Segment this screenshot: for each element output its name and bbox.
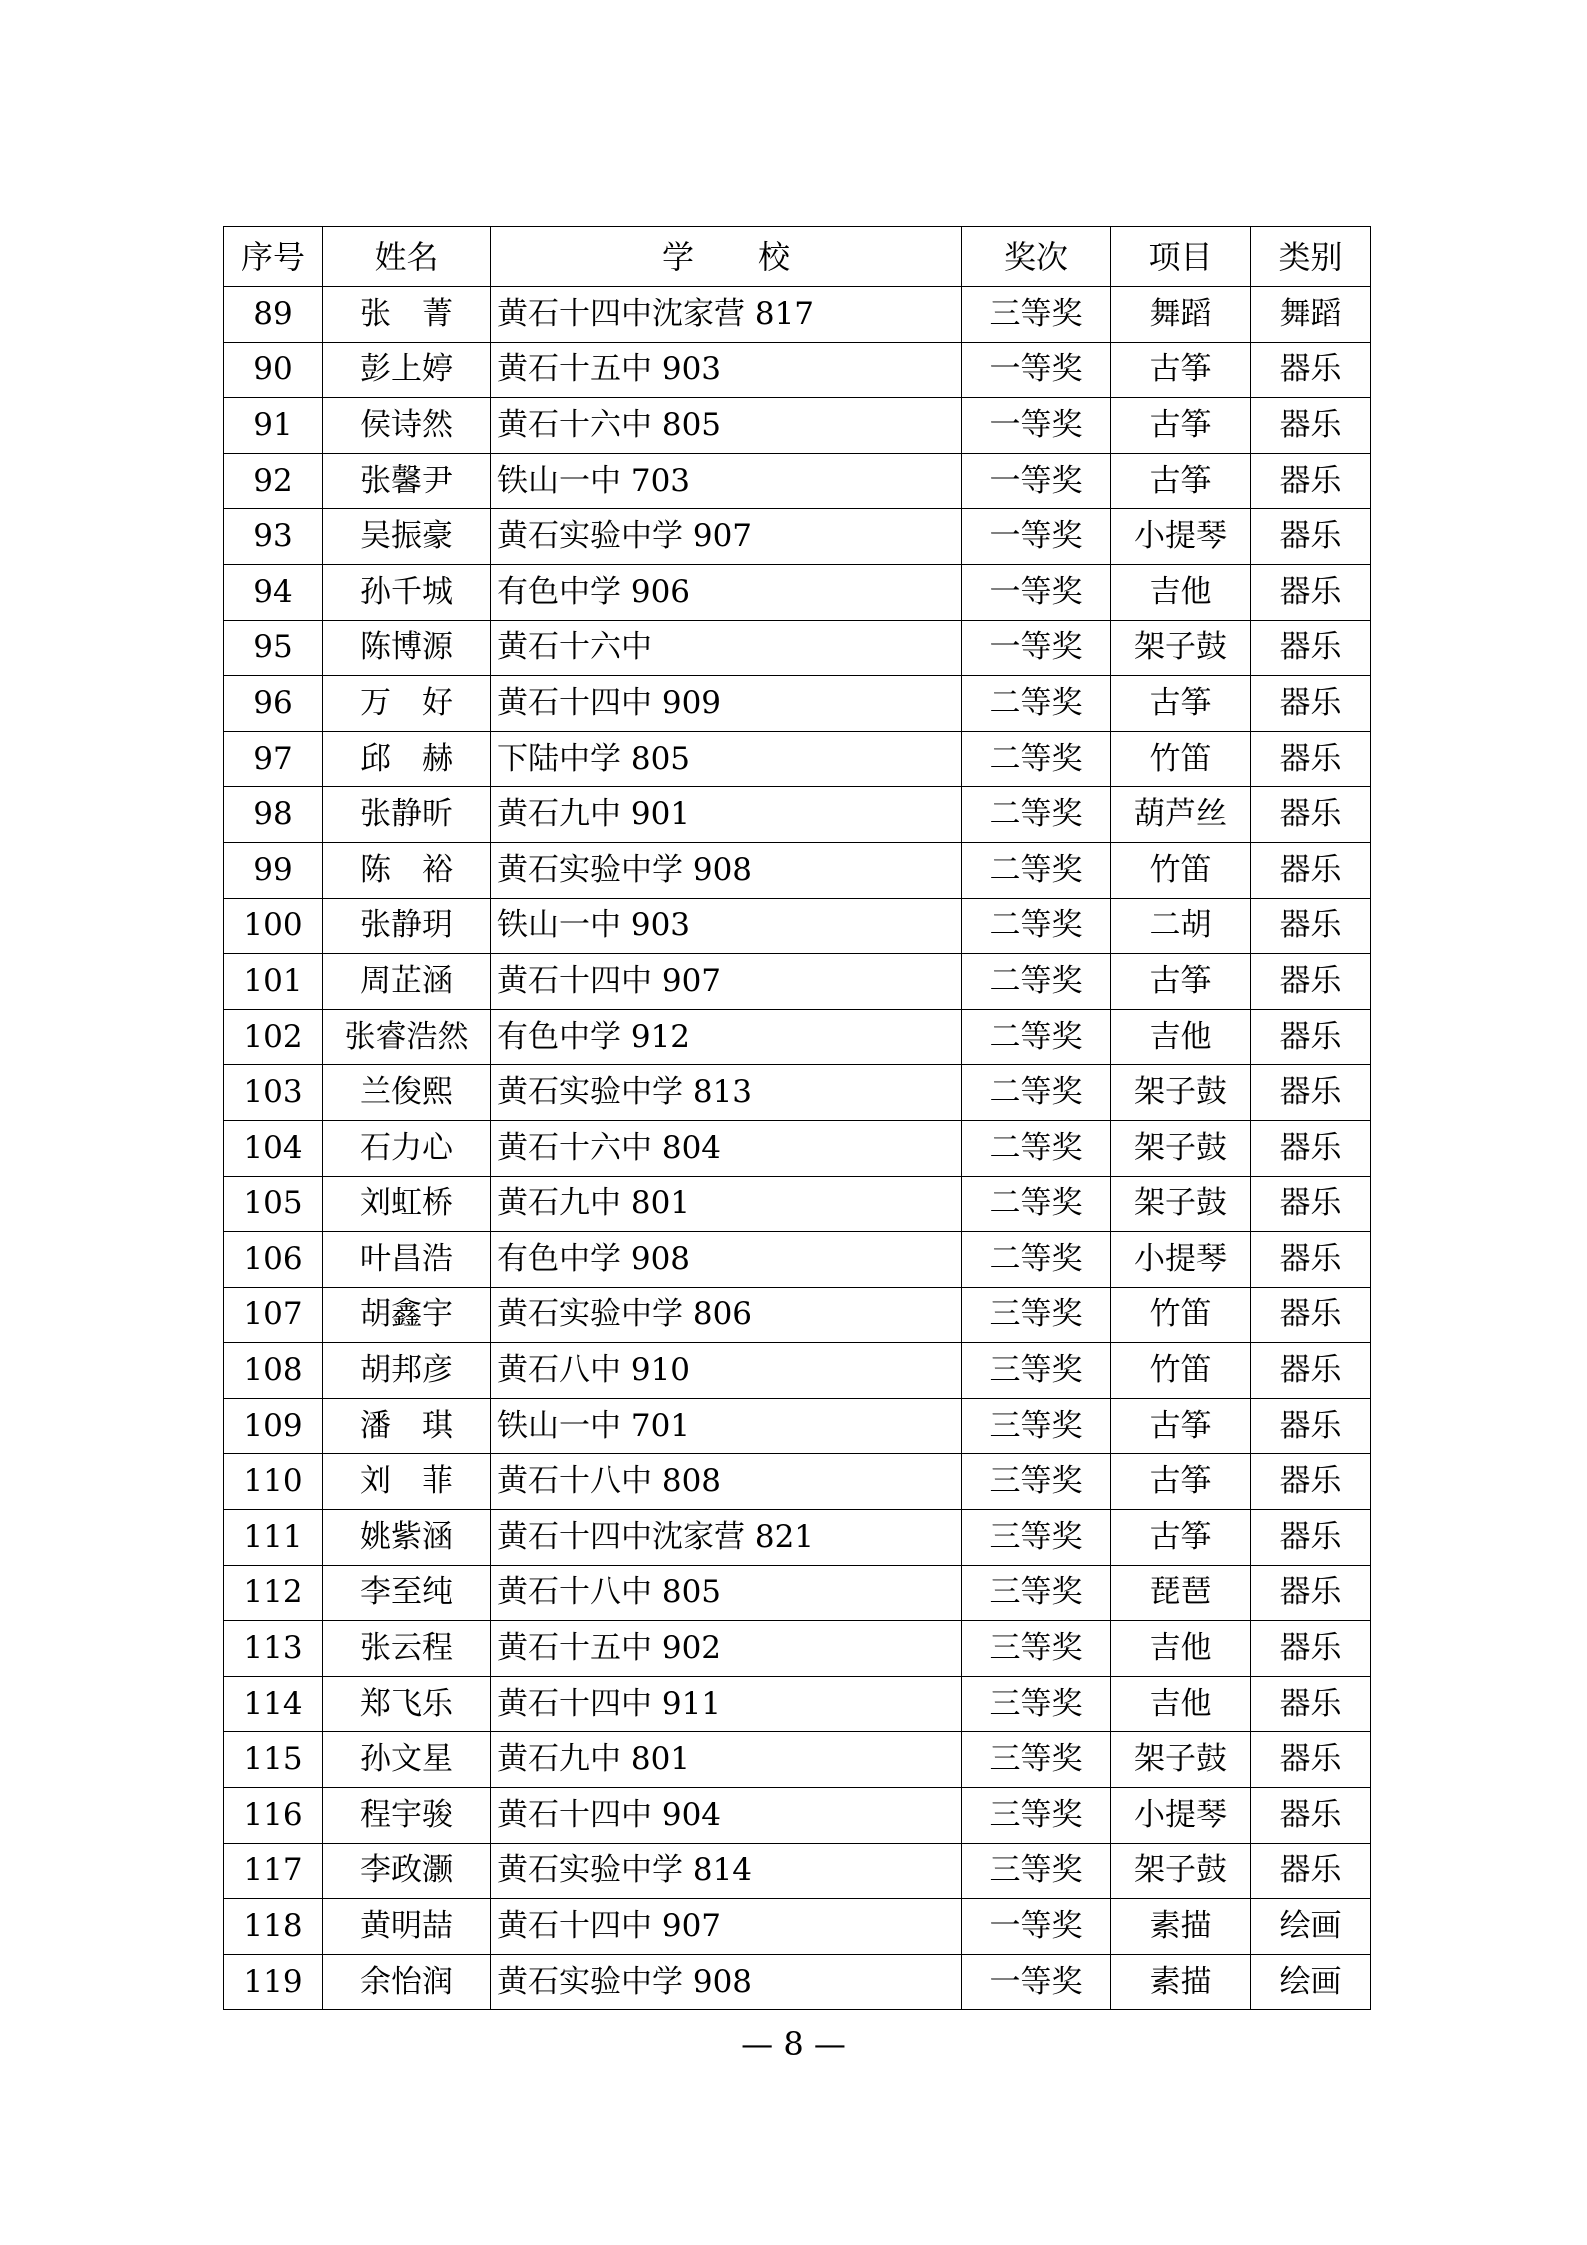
cell-item: 古筝 (1111, 342, 1251, 398)
table-row (224, 620, 1371, 676)
cell-item: 小提琴 (1111, 1788, 1251, 1844)
cell-item: 架子鼓 (1111, 1065, 1251, 1121)
cell-category: 器乐 (1251, 1232, 1371, 1288)
cell-item: 吉他 (1111, 1676, 1251, 1732)
cell-name: 余怡润 (323, 1954, 491, 2010)
cell-item: 古筝 (1111, 1510, 1251, 1566)
table-row (224, 1287, 1371, 1343)
cell-school: 黄石十四中沈家营 817 (491, 287, 962, 343)
cell-name: 彭上婷 (323, 342, 491, 398)
cell-item: 古筝 (1111, 954, 1251, 1010)
cell-school: 黄石十六中 805 (491, 398, 962, 454)
cell-name: 刘 菲 (323, 1454, 491, 1510)
cell-award: 三等奖 (962, 1621, 1111, 1677)
cell-school: 黄石十四中 909 (491, 676, 962, 732)
cell-school: 黄石十五中 903 (491, 342, 962, 398)
cell-category: 器乐 (1251, 1398, 1371, 1454)
cell-number: 103 (224, 1065, 323, 1121)
cell-award: 二等奖 (962, 1065, 1111, 1121)
cell-school: 黄石实验中学 806 (491, 1287, 962, 1343)
table-row (224, 453, 1371, 509)
cell-name: 陈 裕 (323, 842, 491, 898)
table-row (224, 842, 1371, 898)
table-row (224, 1954, 1371, 2010)
cell-number: 118 (224, 1899, 323, 1955)
cell-number: 116 (224, 1788, 323, 1844)
header-award: 奖次 (962, 227, 1111, 287)
cell-item: 架子鼓 (1111, 1120, 1251, 1176)
cell-school: 黄石八中 910 (491, 1343, 962, 1399)
table-row (224, 1009, 1371, 1065)
page-number: — 8 — (741, 2025, 846, 2063)
cell-category: 器乐 (1251, 564, 1371, 620)
cell-number: 105 (224, 1176, 323, 1232)
cell-category: 器乐 (1251, 842, 1371, 898)
cell-school: 黄石实验中学 814 (491, 1843, 962, 1899)
cell-award: 一等奖 (962, 620, 1111, 676)
cell-item: 琵琶 (1111, 1565, 1251, 1621)
cell-category: 器乐 (1251, 1120, 1371, 1176)
cell-school: 黄石实验中学 907 (491, 509, 962, 565)
cell-award: 三等奖 (962, 1510, 1111, 1566)
cell-school: 黄石实验中学 908 (491, 842, 962, 898)
table-row (224, 1565, 1371, 1621)
cell-school: 黄石十六中 (491, 620, 962, 676)
header-category: 类别 (1251, 227, 1371, 287)
table-row (224, 1176, 1371, 1232)
cell-name: 程宇骏 (323, 1788, 491, 1844)
header-name: 姓名 (323, 227, 491, 287)
cell-item: 吉他 (1111, 1621, 1251, 1677)
cell-category: 绘画 (1251, 1899, 1371, 1955)
cell-school: 黄石十四中沈家营 821 (491, 1510, 962, 1566)
cell-category: 器乐 (1251, 1343, 1371, 1399)
cell-item: 舞蹈 (1111, 287, 1251, 343)
table-row (224, 1232, 1371, 1288)
table-row (224, 1343, 1371, 1399)
cell-number: 98 (224, 787, 323, 843)
table-row (224, 954, 1371, 1010)
cell-item: 葫芦丝 (1111, 787, 1251, 843)
cell-award: 三等奖 (962, 1788, 1111, 1844)
cell-item: 吉他 (1111, 1009, 1251, 1065)
table-row (224, 1065, 1371, 1121)
cell-category: 器乐 (1251, 1454, 1371, 1510)
cell-name: 胡鑫宇 (323, 1287, 491, 1343)
cell-name: 张睿浩然 (323, 1009, 491, 1065)
table-row (224, 1788, 1371, 1844)
cell-category: 器乐 (1251, 342, 1371, 398)
table-row (224, 1510, 1371, 1566)
cell-item: 架子鼓 (1111, 1732, 1251, 1788)
cell-name: 周芷涵 (323, 954, 491, 1010)
cell-award: 三等奖 (962, 1287, 1111, 1343)
cell-school: 黄石九中 801 (491, 1732, 962, 1788)
cell-name: 张云程 (323, 1621, 491, 1677)
cell-name: 刘虹桥 (323, 1176, 491, 1232)
cell-item: 竹笛 (1111, 1343, 1251, 1399)
cell-number: 117 (224, 1843, 323, 1899)
cell-school: 有色中学 908 (491, 1232, 962, 1288)
cell-number: 108 (224, 1343, 323, 1399)
cell-number: 111 (224, 1510, 323, 1566)
cell-school: 铁山一中 903 (491, 898, 962, 954)
cell-category: 器乐 (1251, 676, 1371, 732)
cell-number: 114 (224, 1676, 323, 1732)
cell-name: 黄明喆 (323, 1899, 491, 1955)
cell-category: 器乐 (1251, 1843, 1371, 1899)
cell-name: 陈博源 (323, 620, 491, 676)
cell-number: 91 (224, 398, 323, 454)
cell-name: 潘 琪 (323, 1398, 491, 1454)
table-row (224, 287, 1371, 343)
cell-item: 古筝 (1111, 1454, 1251, 1510)
cell-award: 一等奖 (962, 1899, 1111, 1955)
cell-name: 吴振豪 (323, 509, 491, 565)
cell-name: 张静昕 (323, 787, 491, 843)
header-school: 学 校 (491, 227, 962, 287)
cell-item: 小提琴 (1111, 1232, 1251, 1288)
cell-award: 二等奖 (962, 898, 1111, 954)
cell-number: 94 (224, 564, 323, 620)
cell-category: 器乐 (1251, 1676, 1371, 1732)
cell-category: 绘画 (1251, 1954, 1371, 2010)
cell-item: 竹笛 (1111, 1287, 1251, 1343)
cell-award: 二等奖 (962, 676, 1111, 732)
cell-name: 姚紫涵 (323, 1510, 491, 1566)
cell-number: 89 (224, 287, 323, 343)
cell-name: 孙文星 (323, 1732, 491, 1788)
cell-name: 李政灏 (323, 1843, 491, 1899)
cell-number: 104 (224, 1120, 323, 1176)
cell-award: 一等奖 (962, 453, 1111, 509)
cell-school: 黄石十四中 907 (491, 1899, 962, 1955)
cell-item: 竹笛 (1111, 731, 1251, 787)
cell-name: 孙千城 (323, 564, 491, 620)
cell-award: 一等奖 (962, 564, 1111, 620)
cell-item: 架子鼓 (1111, 1843, 1251, 1899)
cell-category: 器乐 (1251, 731, 1371, 787)
cell-item: 素描 (1111, 1954, 1251, 2010)
cell-number: 99 (224, 842, 323, 898)
cell-name: 张静玥 (323, 898, 491, 954)
cell-award: 二等奖 (962, 1232, 1111, 1288)
cell-item: 古筝 (1111, 676, 1251, 732)
award-table (223, 226, 1371, 2010)
cell-item: 小提琴 (1111, 509, 1251, 565)
table-row (224, 1621, 1371, 1677)
cell-school: 黄石十六中 804 (491, 1120, 962, 1176)
cell-item: 古筝 (1111, 1398, 1251, 1454)
cell-school: 有色中学 912 (491, 1009, 962, 1065)
cell-item: 古筝 (1111, 453, 1251, 509)
cell-category: 器乐 (1251, 1287, 1371, 1343)
cell-category: 器乐 (1251, 1732, 1371, 1788)
table-row (224, 564, 1371, 620)
cell-name: 胡邦彦 (323, 1343, 491, 1399)
cell-category: 器乐 (1251, 1009, 1371, 1065)
cell-school: 黄石九中 901 (491, 787, 962, 843)
cell-award: 一等奖 (962, 1954, 1111, 2010)
cell-name: 张馨尹 (323, 453, 491, 509)
cell-school: 黄石十八中 808 (491, 1454, 962, 1510)
cell-name: 侯诗然 (323, 398, 491, 454)
cell-award: 二等奖 (962, 1120, 1111, 1176)
cell-name: 郑飞乐 (323, 1676, 491, 1732)
cell-name: 邱 赫 (323, 731, 491, 787)
cell-number: 112 (224, 1565, 323, 1621)
cell-name: 张 菁 (323, 287, 491, 343)
cell-number: 119 (224, 1954, 323, 2010)
cell-number: 100 (224, 898, 323, 954)
cell-category: 器乐 (1251, 1510, 1371, 1566)
cell-award: 三等奖 (962, 1843, 1111, 1899)
cell-category: 器乐 (1251, 509, 1371, 565)
cell-number: 107 (224, 1287, 323, 1343)
cell-category: 舞蹈 (1251, 287, 1371, 343)
cell-award: 三等奖 (962, 1676, 1111, 1732)
cell-award: 三等奖 (962, 1454, 1111, 1510)
table-row (224, 1454, 1371, 1510)
cell-school: 黄石九中 801 (491, 1176, 962, 1232)
cell-item: 竹笛 (1111, 842, 1251, 898)
table-body (224, 287, 1371, 2010)
cell-award: 二等奖 (962, 954, 1111, 1010)
cell-school: 黄石十五中 902 (491, 1621, 962, 1677)
cell-name: 李至纯 (323, 1565, 491, 1621)
cell-number: 113 (224, 1621, 323, 1677)
cell-category: 器乐 (1251, 1565, 1371, 1621)
cell-name: 万 好 (323, 676, 491, 732)
table-row (224, 342, 1371, 398)
cell-item: 古筝 (1111, 398, 1251, 454)
cell-number: 95 (224, 620, 323, 676)
cell-school: 黄石实验中学 908 (491, 1954, 962, 2010)
cell-number: 110 (224, 1454, 323, 1510)
cell-category: 器乐 (1251, 453, 1371, 509)
cell-award: 二等奖 (962, 842, 1111, 898)
table-row (224, 898, 1371, 954)
table-header (224, 227, 1371, 287)
cell-number: 109 (224, 1398, 323, 1454)
cell-item: 素描 (1111, 1899, 1251, 1955)
cell-name: 兰俊熙 (323, 1065, 491, 1121)
table-row (224, 1899, 1371, 1955)
cell-number: 101 (224, 954, 323, 1010)
header-no: 序号 (224, 227, 323, 287)
cell-school: 下陆中学 805 (491, 731, 962, 787)
cell-number: 93 (224, 509, 323, 565)
cell-school: 黄石十四中 907 (491, 954, 962, 1010)
cell-school: 黄石实验中学 813 (491, 1065, 962, 1121)
cell-category: 器乐 (1251, 1788, 1371, 1844)
cell-category: 器乐 (1251, 398, 1371, 454)
cell-award: 三等奖 (962, 1343, 1111, 1399)
cell-category: 器乐 (1251, 954, 1371, 1010)
cell-number: 115 (224, 1732, 323, 1788)
cell-award: 二等奖 (962, 1176, 1111, 1232)
cell-award: 一等奖 (962, 509, 1111, 565)
table-row (224, 509, 1371, 565)
table-row (224, 1120, 1371, 1176)
cell-award: 二等奖 (962, 787, 1111, 843)
cell-number: 106 (224, 1232, 323, 1288)
cell-school: 黄石十四中 911 (491, 1676, 962, 1732)
cell-item: 架子鼓 (1111, 620, 1251, 676)
table-row (224, 1398, 1371, 1454)
table-row (224, 1843, 1371, 1899)
cell-number: 92 (224, 453, 323, 509)
cell-number: 90 (224, 342, 323, 398)
cell-school: 铁山一中 701 (491, 1398, 962, 1454)
cell-category: 器乐 (1251, 1176, 1371, 1232)
cell-school: 黄石十四中 904 (491, 1788, 962, 1844)
table-row (224, 676, 1371, 732)
cell-award: 一等奖 (962, 398, 1111, 454)
cell-category: 器乐 (1251, 898, 1371, 954)
cell-category: 器乐 (1251, 787, 1371, 843)
cell-item: 二胡 (1111, 898, 1251, 954)
cell-award: 三等奖 (962, 1732, 1111, 1788)
cell-award: 三等奖 (962, 1398, 1111, 1454)
table-row (224, 398, 1371, 454)
table-row (224, 731, 1371, 787)
cell-category: 器乐 (1251, 620, 1371, 676)
cell-school: 铁山一中 703 (491, 453, 962, 509)
cell-name: 石力心 (323, 1120, 491, 1176)
cell-award: 一等奖 (962, 342, 1111, 398)
table-row (224, 787, 1371, 843)
cell-award: 三等奖 (962, 1565, 1111, 1621)
header-item: 项目 (1111, 227, 1251, 287)
cell-school: 有色中学 906 (491, 564, 962, 620)
cell-number: 96 (224, 676, 323, 732)
cell-item: 架子鼓 (1111, 1176, 1251, 1232)
cell-item: 吉他 (1111, 564, 1251, 620)
table-row (224, 1732, 1371, 1788)
header-row (224, 227, 1371, 287)
cell-name: 叶昌浩 (323, 1232, 491, 1288)
cell-number: 102 (224, 1009, 323, 1065)
cell-school: 黄石十八中 805 (491, 1565, 962, 1621)
table-row (224, 1676, 1371, 1732)
cell-award: 二等奖 (962, 1009, 1111, 1065)
cell-award: 二等奖 (962, 731, 1111, 787)
cell-category: 器乐 (1251, 1065, 1371, 1121)
cell-category: 器乐 (1251, 1621, 1371, 1677)
cell-award: 三等奖 (962, 287, 1111, 343)
cell-number: 97 (224, 731, 323, 787)
